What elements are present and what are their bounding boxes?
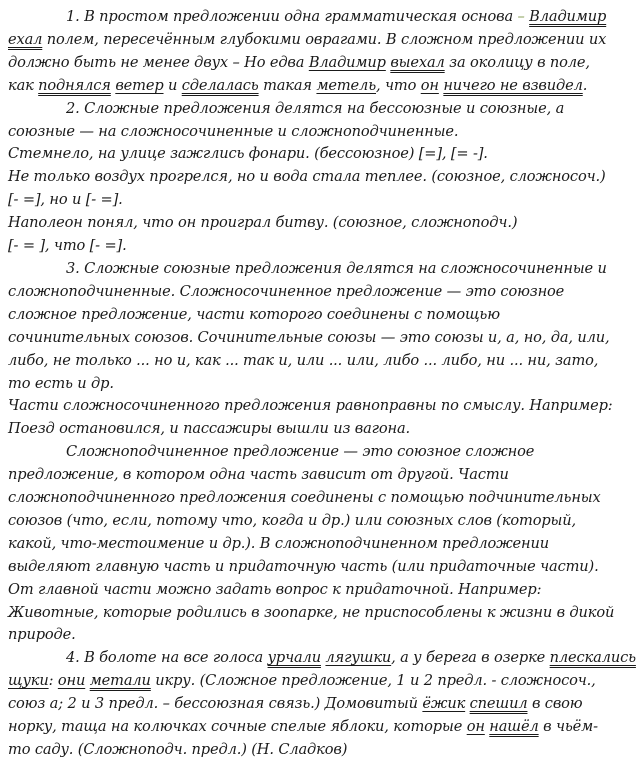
dash-mark: – (517, 8, 525, 25)
underlined-word: он (466, 718, 485, 736)
text: в свою (527, 695, 583, 713)
underlined-word: урчали (267, 649, 321, 667)
p3-line-12: союзов (что, если, потому что, когда и др.) или союзных слов (который, (8, 511, 577, 529)
p3-line-14: выделяют главную часть и придаточную часть (или придаточные части). (8, 557, 599, 575)
p3-line-16: Животные, которые родились в зоопарке, не приспособлены к жизни в дикой (8, 603, 615, 621)
text: как (8, 76, 39, 94)
p3-line-6: то есть и др. (8, 374, 114, 392)
underlined-word: выехал (390, 53, 445, 71)
p4-line-5: то саду. (Сложноподч. предл.) (Н. Сладков) (8, 741, 348, 758)
p2-line-5: [- =], но и [- =]. (8, 191, 123, 209)
text: . (582, 76, 588, 94)
underlined-word: поднялся (38, 76, 111, 94)
underlined-word: метель (316, 76, 376, 94)
p4-line-3 (8, 693, 594, 716)
p2-line-7: [- = ], что [- =]. (8, 237, 127, 255)
underlined-word: ехал (8, 30, 43, 48)
p3-line-8: Поезд остановился, и пассажиры вышли из вагона. (8, 420, 411, 438)
underlined-word: Владимир (529, 8, 607, 25)
text: , а у берега в озерке (391, 649, 550, 667)
underlined-word: метали (89, 672, 151, 690)
p3-line-4: сочинительных союзов. Сочинительные союзы — это союзы и, а, но, да, или, (8, 328, 610, 346)
underlined-word: ничего не взвидел (443, 76, 583, 94)
p3-line-10: предложение, в котором одна часть зависит от другой. Части (8, 466, 509, 484)
p2-line-1: 2. Сложные предложения делятся на бессоюзные и союзные, а (66, 99, 565, 117)
text: норку, таща на колючках сочные спелые яблоки, которые (8, 718, 467, 736)
underlined-word: плескались (549, 649, 636, 667)
text: и (163, 76, 182, 94)
text: должно быть не менее двух – Но едва (8, 53, 309, 71)
text: 4. В болоте на все голоса (66, 649, 268, 667)
underlined-word: нашёл (489, 718, 539, 736)
underlined-word: лягушки (325, 649, 392, 667)
underlined-word: сделалась (181, 76, 259, 94)
p3-line-17: природе. (8, 626, 76, 644)
p3-line-1: 3. Сложные союзные предложения делятся на сложносочиненные и (66, 259, 607, 277)
p3-line-11: сложноподчиненного предложения соединены с помощью подчинительных (8, 489, 601, 507)
text: такая (258, 76, 317, 94)
p2-line-3: Стемнело, на улице зажглись фонари. (бессоюзное) [=], [= -]. (8, 145, 488, 163)
text: : (48, 672, 58, 690)
p3-line-5: либо, не только ... но и, как ... так и, или ... или, либо ... либо, ни ... ни, зато, (8, 351, 599, 369)
p2-line-4: Не только воздух прогрелся, но и вода стала теплее. (союзное, сложносоч.) (8, 168, 606, 186)
p3-line-7: Части сложносочиненного предложения равноправны по смыслу. Например: (8, 397, 613, 415)
p1-line-4 (8, 75, 594, 98)
p2-line-2: союзные — на сложносочиненные и сложноподчиненные. (8, 122, 459, 140)
p1-line-1 (8, 6, 607, 29)
p1-line-2 (8, 29, 607, 52)
p3-line-13: какой, что-местоимение и др.). В сложноподчиненном предложении (8, 534, 549, 552)
underlined-word: он (420, 76, 439, 94)
p1-line-3 (8, 52, 594, 75)
p4-line-2 (8, 670, 594, 693)
underlined-word: ветер (115, 76, 164, 94)
text: икру. (Сложное предложение, 1 и 2 предл. - сложносоч., (150, 672, 596, 690)
underlined-word: ёжик (422, 695, 466, 713)
p3-line-3: сложное предложение, части которого соединены с помощью (8, 305, 500, 323)
text: в чьём- (538, 718, 598, 736)
underlined-word: Владимир (308, 53, 386, 71)
underlined-word: они (57, 672, 86, 690)
text: за околицу в поле, (444, 53, 590, 71)
text: , что (376, 76, 421, 94)
p3-line-15: От главной части можно задать вопрос к придаточной. Например: (8, 580, 542, 598)
text: полем, пересечённым глубокими оврагами. В сложном предложении их (42, 30, 607, 48)
p3-line-2: сложноподчиненные. Сложносочиненное предложение — это союзное (8, 282, 565, 300)
underlined-word: щуки (8, 672, 49, 690)
p4-line-1 (8, 647, 636, 670)
p3-line-9: Сложноподчиненное предложение — это союзное сложное (66, 443, 535, 461)
p4-line-4 (8, 716, 598, 739)
underlined-word: спешил (469, 695, 528, 713)
p2-line-6: Наполеон понял, что он проиграл битву. (союзное, сложноподч.) (8, 214, 518, 232)
text: союз а; 2 и 3 предл. – бессоюзная связь.) Домовитый (8, 695, 423, 713)
text: 1. В простом предложении одна грамматическая основа (66, 8, 518, 25)
